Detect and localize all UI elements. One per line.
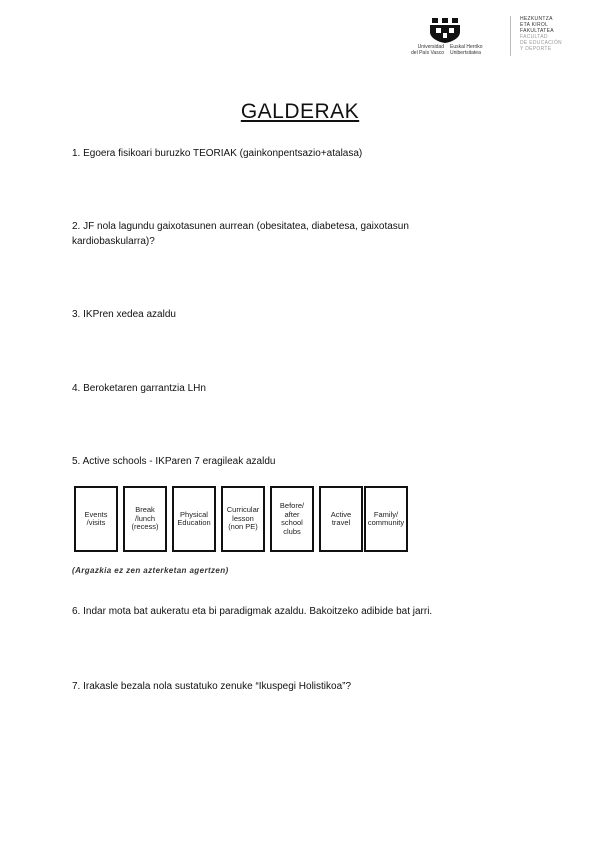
faculty-es-line3: Y DEPORTE <box>520 46 552 52</box>
question-6: 6. Indar mota bat aukeratu eta bi paradigmak azaldu. Bakoitzeko adibide bat jarri. <box>72 606 433 617</box>
upv-logo-icon <box>428 18 462 44</box>
question-5: 5. Active schools - IKParen 7 eragileak azaldu <box>72 456 276 467</box>
upv-name-eu-line2: Unibertsitatea <box>450 50 481 56</box>
factor-label: Active travel <box>330 509 352 527</box>
factor-label: Break /lunch (recess) <box>131 505 159 532</box>
faculty-eu-line2: ETA KIROL <box>520 22 549 28</box>
question-1: 1. Egoera fisikoari buruzko TEORIAK (gainkonpentsazio+atalasa) <box>72 148 363 159</box>
factor-label: Curricular lesson (non PE) <box>226 505 260 532</box>
upv-name-es-line2: del País Vasco <box>411 50 444 56</box>
question-4: 4. Beroketaren garrantzia LHn <box>72 383 206 394</box>
question-3: 3. IKPren xedea azaldu <box>72 309 176 320</box>
factor-box <box>364 486 408 552</box>
header-divider <box>510 16 511 56</box>
question-7: 7. Irakasle bezala nola sustatuko zenuke “Ikuspegi Holistikoa”? <box>72 681 352 692</box>
active-schools-figure <box>74 486 408 556</box>
upv-name-es <box>400 44 444 56</box>
factor-box <box>123 486 167 552</box>
factor-box <box>319 486 363 552</box>
faculty-es-line2: DE EDUCACIÓN <box>520 40 562 46</box>
faculty-logo <box>520 16 562 52</box>
faculty-es-line1: FACULTAD <box>520 34 548 40</box>
figure-caption: (Argazkia ez zen azterketan agertzen) <box>72 566 229 575</box>
question-2: 2. JF nola lagundu gaixotasunen aurrean (obesitatea, diabetesa, gaixotasun kardiobaskularra)? <box>72 221 409 247</box>
upv-name-eu <box>450 44 496 56</box>
page-title: GALDERAK <box>240 100 360 123</box>
header-logos <box>398 16 588 62</box>
factor-label: Family/ community <box>367 509 405 527</box>
factor-box <box>270 486 314 552</box>
factor-label: Physical Education <box>177 509 211 527</box>
factor-box <box>172 486 216 552</box>
factor-box <box>221 486 265 552</box>
factor-label: Before/ after school clubs <box>279 501 305 536</box>
factor-box <box>74 486 118 552</box>
faculty-eu-line1: HEZKUNTZA <box>520 16 553 22</box>
faculty-eu-line3: FAKULTATEA <box>520 28 554 34</box>
upv-name-es-line1: Universidad <box>417 44 444 50</box>
upv-name-eu-line1: Euskal Herriko <box>450 44 483 50</box>
factor-label: Events /visits <box>84 509 108 527</box>
